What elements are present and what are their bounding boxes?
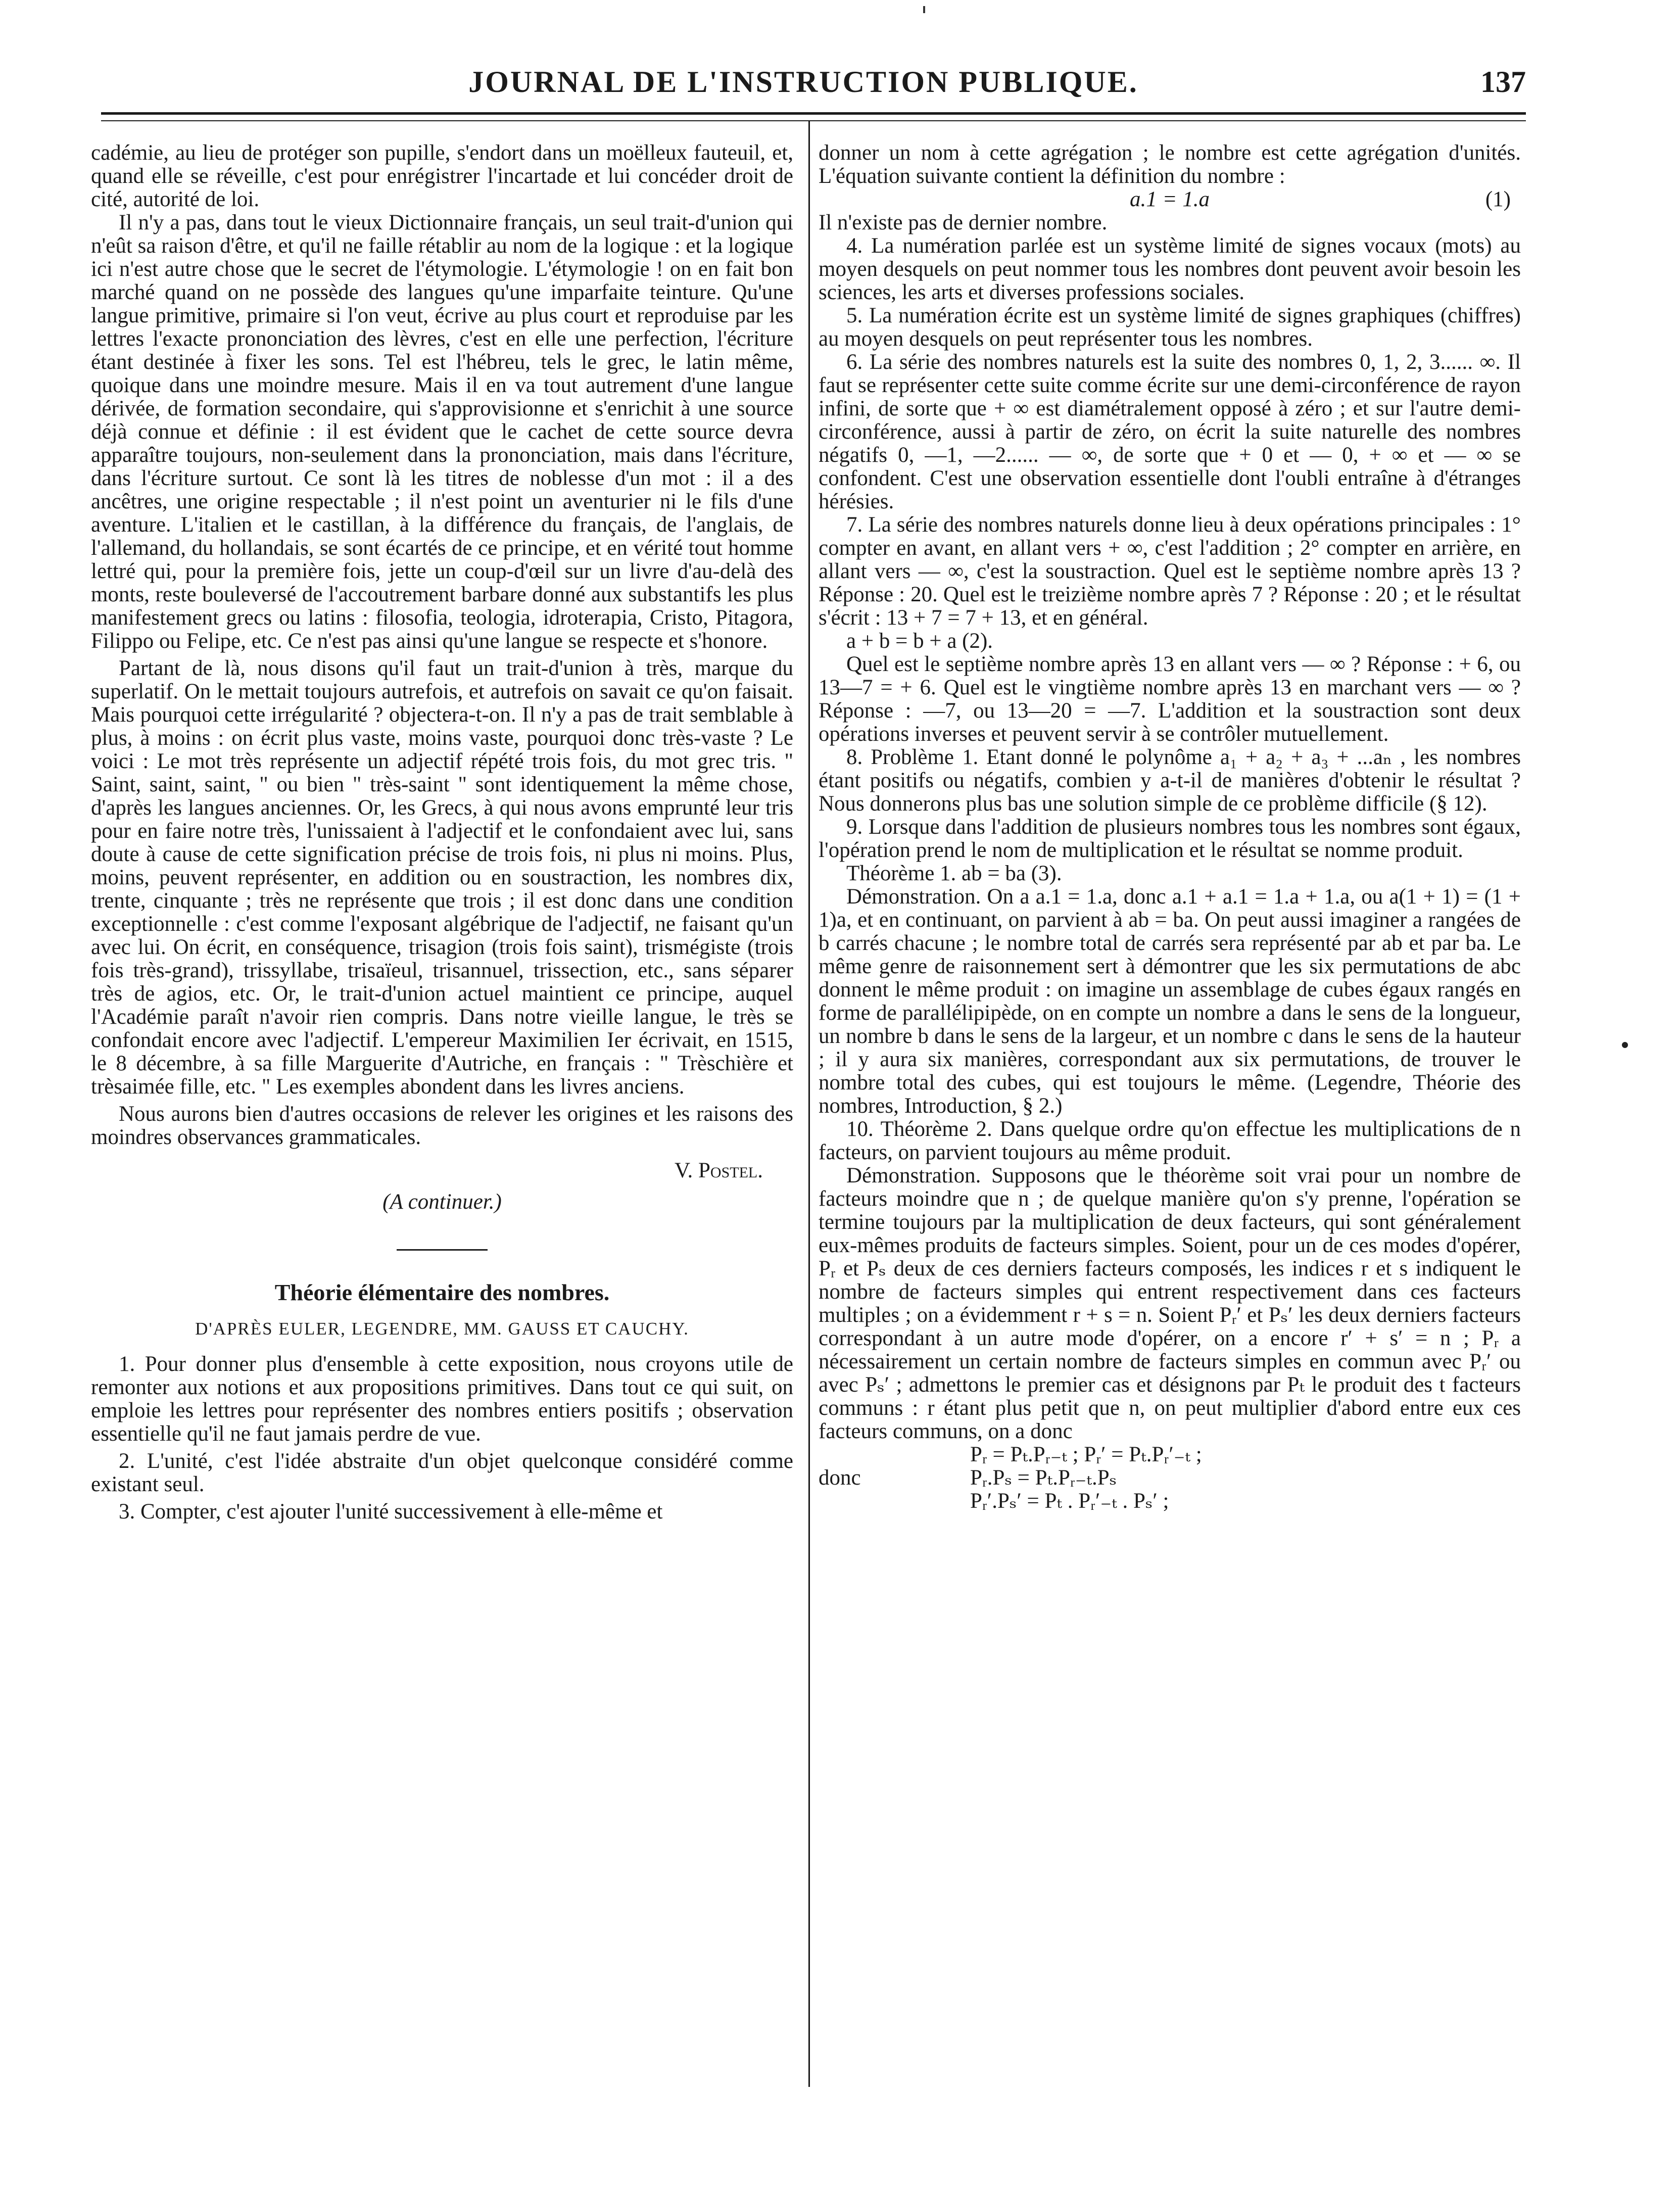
formula-block <box>819 1443 1521 1513</box>
paragraph: Quel est le septième nombre après 13 en allant vers — ∞ ? Réponse : + 6, ou 13—7 = + 6. Quel est le vingtième nombre après 13 en marchant vers — ∞ ? Réponse : —7, ou 13—20 = —7. L'addition et la soustraction sont deux opérations inverses et peuvent servir à se contrôler mutuellement. <box>819 652 1521 746</box>
section-separator <box>397 1249 488 1251</box>
print-mark <box>923 6 925 13</box>
paragraph: Partant de là, nous disons qu'il faut un trait-d'union à très, marque du superlatif. On le mettait toujours autrefois, et autrefois on savait ce qu'on faisait. Mais pourquoi cette irrégularité ? objectera-t-on. Il n'y a pas de trait semblable à plus, à moins : on écrit plus vaste, moins vaste, pourquoi donc très-vaste ? Le voici : Le mot très représente un adjectif répété trois fois, du mot grec tris. " Saint, saint, saint, " ou bien " très-saint " sont identiquement la même chose, d'après les langues anciennes. Or, les Grecs, à qui nous avons emprunté leur tris pour en faire notre très, l'unissaient à l'adjectif et le confondaient avec lui, sans doute à cause de cette signification précise de trois fois, ni plus ni moins. Plus, moins, peuvent représenter, en addition ou en soustraction, les nombres dix, trente, cinquante ; très ne représente que trois ; il est donc dans une condition exceptionnelle : c'est comme l'exposant algébrique de l'adjectif, ne faisant qu'un avec lui. On écrit, en conséquence, trisagion (trois fois saint), trismégiste (trois fois très-grand), trissyllabe, trisaïeul, trisannuel, trissection, etc., sans séparer très de agios, etc. Or, le trait-d'union actuel maintient ce principe, auquel l'Académie paraît n'avoir rien compris. Dans notre vieille langue, le très se confondait encore avec l'adjectif. L'empereur Maximilien Ier écrivait, en 1515, le 8 décembre, à sa fille Marguerite d'Autriche, en français : " Trèschière et trèsaimée fille, etc. " Les exemples abondent dans les livres anciens. <box>91 656 793 1099</box>
right-column <box>819 141 1521 1513</box>
section-title: Théorie élémentaire des nombres. <box>274 1279 610 1305</box>
header-rule-thick <box>101 112 1526 115</box>
numbered-item: 3. Compter, c'est ajouter l'unité successivement à elle-même et <box>119 1500 663 1524</box>
continuation-note: (A continuer.) <box>382 1190 502 1214</box>
ink-dot <box>1622 1042 1628 1048</box>
donc-label: donc <box>819 1466 861 1490</box>
paragraph: Nous aurons bien d'autres occasions de relever les origines et les raisons des moindres observances grammaticales. <box>91 1102 793 1149</box>
paragraph: Il n'y a pas, dans tout le vieux Dictionnaire français, un seul trait-d'union qui n'eût sa raison d'être, et qu'il ne faille rétablir au nom de la logique : et la logique ici n'est autre chose que le secret de l'étymologie. L'étymologie ! on en fait bon marché quand on ne possède des langues qu'une imparfaite teinture. Qu'une langue primitive, primaire si l'on veut, écrive au plus court et reproduise par les lettres l'exacte prononciation des lèvres, c'est en elle une perfection, l'écriture étant destinée à fixer les sons. Tel est l'hébreu, tels le grec, le latin même, quoique dans une moindre mesure. Mais il en va tout autrement d'une langue dérivée, de formation secondaire, qui s'approvisionne et s'enrichit à une source déjà connue et définie : il est évident que le cachet de cette source devra apparaître toujours, non-seulement dans la prononciation, mais dans l'écriture, dans l'écriture surtout. Ce sont là les titres de noblesse d'un mot : il a des ancêtres, une origine respectable ; il n'est point un aventurier ni le fils d'une aventure. L'italien et le castillan, à la différence du français, de l'anglais, de l'allemand, du hollandais, se sont écartés de ce principe, et en vérité tout homme lettré qui, pour la première fois, jette un coup-d'œil sur un livre d'au-delà des monts, reste bouleversé de l'accoutrement barbare donné aux substantifs les plus manifestement grecs ou latins : filosofia, teologia, idroterapia, Cristo, Pitagora, Filippo ou Felipe, etc. Ce n'est pas ainsi qu'une langue se respecte et s'honore. <box>91 211 793 653</box>
header-rule-thin <box>101 120 1526 121</box>
demonstration: Démonstration. On a a.1 = 1.a, donc a.1 + a.1 = 1.a + 1.a, ou a(1 + 1) = (1 + 1)a, et en continuant, on parvient à ab = ba. On peut aussi imaginer a rangées de b carrés chacune ; le nombre total de carrés sera représenté par ab et par ba. Le même genre de raisonnement sert à démontrer que les six permutations de abc donnent le même produit : on imagine un assemblage de cubes égaux rangés en forme de parallélipipède, on en compte un nombre a dans le sens de la longueur, un nombre b dans le sens de la largeur, et un nombre c dans le sens de la hauteur ; il y aura six manières, correspondant aux six permutations, de trouver le nombre total des cubes, qui est toujours le même. (Legendre, Théorie des nombres, Introduction, § 2.) <box>819 885 1521 1118</box>
section-subtitle: D'APRÈS EULER, LEGENDRE, MM. GAUSS ET CAUCHY. <box>195 1319 689 1339</box>
author-signature: V. Postel. <box>675 1159 763 1182</box>
journal-title: JOURNAL DE L'INSTRUCTION PUBLIQUE. <box>468 65 1138 99</box>
page-header <box>81 65 1526 105</box>
left-column <box>91 141 793 1524</box>
numbered-item: 1. Pour donner plus d'ensemble à cette exposition, nous croyons utile de remonter aux notions et aux propositions primitives. Dans tout ce qui suit, on emploie les lettres pour représenter des nombres entiers positifs ; observation essentielle qu'il ne faut jamais perdre de vue. <box>91 1352 793 1446</box>
formula-line: Pᵣ = Pₜ.Pᵣ₋ₜ ; Pᵣ′ = Pₜ.Pᵣ′₋ₜ ; <box>970 1443 1202 1466</box>
numbered-item: 7. La série des nombres naturels donne lieu à deux opérations principales : 1° compter en avant, en allant vers + ∞, c'est l'addition ; 2° compter en arrière, en allant vers — ∞, c'est la soustraction. Quel est le septième nombre après 13 ? Réponse : 20. Quel est le treizième nombre après 7 ? Réponse : 20 ; et le résultat s'écrit : 13 + 7 = 7 + 13, et en général. <box>819 513 1521 630</box>
paragraph: Il n'existe pas de dernier nombre. <box>819 211 1108 234</box>
equation-text: a.1 = 1.a <box>1129 187 1210 211</box>
paragraph: donner un nom à cette agrégation ; le nombre est cette agrégation d'unités. L'équation suivante contient la définition du nombre : <box>819 141 1521 188</box>
numbered-item: 4. La numération parlée est un système limité de signes vocaux (mots) au moyen desquels on peut nommer tous les nombres dont peuvent avoir besoin les sciences, les arts et diverses professions sociales. <box>819 234 1521 304</box>
formula-line: Pᵣ.Pₛ = Pₜ.Pᵣ₋ₜ.Pₛ <box>970 1466 1117 1490</box>
numbered-item: 6. La série des nombres naturels est la suite des nombres 0, 1, 2, 3...... ∞. Il faut se représenter cette suite comme écrite sur une demi-circonférence de rayon infini, de sorte que + ∞ est diamétralement opposé à zéro ; et sur l'autre demi-circonférence, aussi à partir de zéro, on écrit la suite naturelle des nombres négatifs 0, —1, —2...... — ∞, de sorte que + 0 et — 0, + ∞ et — ∞ se confondent. C'est une observation essentielle dont l'oubli entraîne à d'étranges hérésies. <box>819 350 1521 513</box>
equation-1 <box>819 188 1521 211</box>
numbered-item: 9. Lorsque dans l'addition de plusieurs nombres tous les nombres sont égaux, l'opération prend le nom de multiplication et le résultat se nomme produit. <box>819 815 1521 862</box>
column-divider <box>808 121 810 2087</box>
formula-line-donc <box>819 1466 1521 1490</box>
numbered-item: 10. Théorème 2. Dans quelque ordre qu'on effectue les multiplications de n facteurs, on parvient toujours au même produit. <box>819 1117 1521 1164</box>
theorem: Théorème 1. ab = ba (3). <box>846 862 1062 885</box>
formula-line: a + b = b + a (2). <box>846 629 993 653</box>
numbered-item: 8. Problème 1. Etant donné le polynôme a₁ + a₂ + a₃ + ...aₙ , les nombres étant positifs ou négatifs, combien y a-t-il de manières d'obtenir le résultat ? Nous donnerons plus bas une solution simple de ce problème difficile (§ 12). <box>819 745 1521 816</box>
numbered-item: 2. L'unité, c'est l'idée abstraite d'un objet quelconque considéré comme existant seul. <box>91 1449 793 1496</box>
formula-line: Pᵣ′.Pₛ′ = Pₜ . Pᵣ′₋ₜ . Pₛ′ ; <box>970 1489 1169 1513</box>
demonstration: Démonstration. Supposons que le théorème soit vrai pour un nombre de facteurs moindre que n ; de quelque manière qu'on s'y prenne, l'opération se termine toujours par la multiplication de deux facteurs, qui sont généralement eux-mêmes produits de facteurs simples. Soient, pour un de ces modes d'opérer, Pᵣ et Pₛ deux de ces derniers facteurs composés, les indices r et s indiquent le nombre de facteurs simples qui entrent respectivement dans ces facteurs multiples ; on a évidemment r + s = n. Soient Pᵣ′ et Pₛ′ les deux derniers facteurs correspondant à un autre mode d'opérer, on a encore r′ + s′ = n ; Pᵣ a nécessairement un certain nombre de facteurs simples en commun avec Pᵣ′ ou avec Pₛ′ ; admettons le premier cas et désignons par Pₜ le produit des t facteurs communs : r étant plus petit que n, on peut multiplier d'abord entre eux ces facteurs communs, on a donc <box>819 1164 1521 1443</box>
numbered-item: 5. La numération écrite est un système limité de signes graphiques (chiffres) au moyen desquels on peut représenter tous les nombres. <box>819 304 1521 351</box>
paragraph: cadémie, au lieu de protéger son pupille, s'endort dans un moëlleux fauteuil, et, quand elle se réveille, c'est pour enrégistrer l'incartade et lui concéder droit de cité, autorité de loi. <box>91 141 793 211</box>
page-number: 137 <box>1480 65 1526 99</box>
equation-number: (1) <box>1485 187 1511 211</box>
